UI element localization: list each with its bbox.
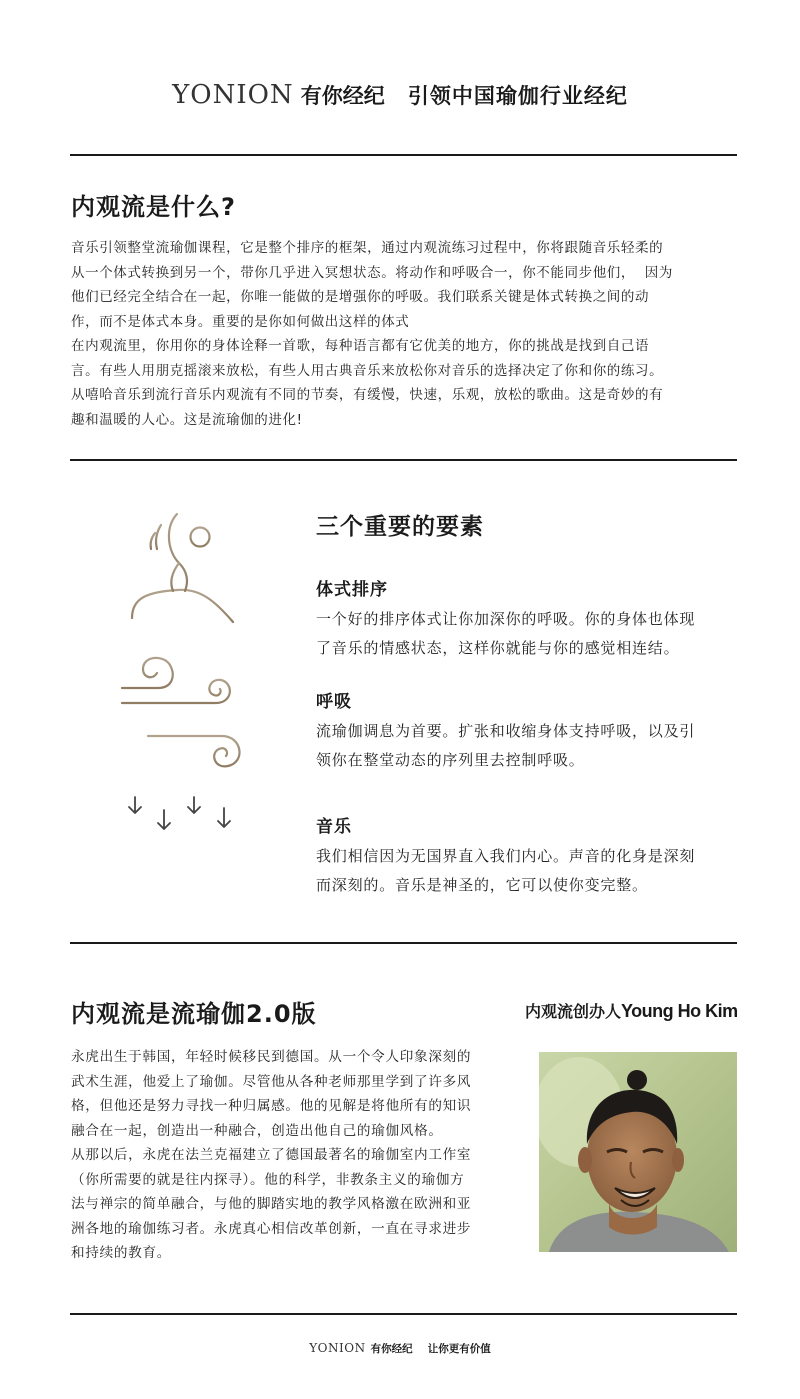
founder-heading (525, 999, 738, 1022)
paragraph-line: 在内观流里，你用你的身体诠释一首歌，每种语言都有它优美的地方，你的挑战是找到自己语 (71, 338, 650, 354)
brand-logo-en: YONION (172, 80, 294, 110)
element-title-sequence: 体式排序 (316, 580, 388, 600)
paragraph-line: （你所需要的就是往内探寻）。他的科学，非教条主义的瑜伽方 (71, 1171, 465, 1188)
page-header (0, 80, 800, 110)
paragraph-line: 了音乐的情感状态，这样你就能与你的感觉相连结。 (316, 639, 680, 657)
element-body-music (316, 842, 756, 900)
paragraph-line: 格，但他还是努力寻找一种归属感。他的见解是将他所有的知识 (71, 1098, 472, 1114)
section-title-what-is: 内观流是什么? (71, 193, 236, 221)
paragraph-line: 音乐引领整堂流瑜伽课程，它是整个排序的框架，通过内观流练习过程中，你将跟随音乐轻柔的 (71, 240, 664, 256)
divider (70, 1313, 737, 1315)
header-slogan: 引领中国瑜伽行业经纪 (407, 84, 628, 108)
brand-logo-cn: 有你经纪 (300, 84, 385, 108)
founder-bio (71, 1045, 521, 1266)
paragraph-line: 而深刻的。音乐是神圣的，它可以使你变完整。 (316, 876, 648, 894)
paragraph-line: 从一个体式转换到另一个，带你几乎进入冥想状态。将动作和呼吸合一，你不能同步他们， 因为 (71, 264, 673, 281)
founder-label: 内观流创办人 (525, 1002, 622, 1021)
paragraph-line: 从嘻哈音乐到流行音乐内观流有不同的节奏，有缓慢，快速，乐观，放松的歌曲。这是奇妙的有 (71, 387, 664, 403)
footer-brand-en: YONION (309, 1341, 366, 1355)
divider (70, 459, 737, 461)
section-what-is-body (71, 236, 751, 432)
paragraph-line: 一个好的排序体式让你加深你的呼吸。你的身体也体现 (316, 610, 696, 628)
paragraph-line: 趣和温暖的人心。这是流瑜伽的进化! (71, 411, 303, 428)
element-body-breath (316, 717, 756, 775)
element-body-sequence (316, 605, 756, 663)
element-title-music: 音乐 (316, 817, 352, 837)
paragraph-line: 言。有些人用朋克摇滚来放松，有些人用古典音乐来放松你对音乐的选择决定了你和你的练习。 (71, 362, 664, 379)
paragraph-line: 他们已经完全结合在一起，你唯一能做的是增强你的呼吸。我们联系关键是体式转换之间的动 (71, 289, 650, 305)
section-title-flow-2: 内观流是流瑜伽2.0版 (71, 1000, 317, 1028)
paragraph-line: 从那以后，永虎在法兰克福建立了德国最著名的瑜伽室内工作室 (71, 1147, 472, 1163)
paragraph-line: 法与禅宗的简单融合，与他的脚踏实地的教学风格激在欧洲和亚 (71, 1196, 472, 1212)
paragraph-line: 洲各地的瑜伽练习者。永虎真心相信改革创新，一直在寻求进步 (71, 1220, 472, 1237)
yoga-pose-icon (115, 505, 250, 630)
footer-slogan: 让你更有价值 (427, 1343, 491, 1355)
paragraph-line: 领你在整堂动态的序列里去控制呼吸。 (316, 751, 585, 769)
breath-wind-icon (118, 650, 248, 772)
divider (70, 942, 737, 944)
footer-brand-cn: 有你经纪 (370, 1343, 413, 1355)
element-title-breath: 呼吸 (316, 692, 352, 712)
divider (70, 154, 737, 156)
paragraph-line: 作，而不是体式本身。重要的是你如何做出这样的体式 (71, 313, 410, 330)
paragraph-line: 流瑜伽调息为首要。扩张和收缩身体支持呼吸，以及引 (316, 722, 696, 740)
founder-name: Young Ho Kim (621, 1001, 738, 1021)
paragraph-line: 武术生涯，他爱上了瑜伽。尽管他从各种老师那里学到了许多风 (71, 1073, 472, 1090)
section-title-three-elements: 三个重要的要素 (316, 514, 484, 540)
paragraph-line: 融合在一起，创造出一种融合，创造出他自己的瑜伽风格。 (71, 1122, 443, 1139)
founder-photo (539, 1052, 737, 1252)
paragraph-line: 和持续的教育。 (71, 1245, 172, 1261)
paragraph-line: 永虎出生于韩国，年轻时候移民到德国。从一个令人印象深刻的 (71, 1049, 472, 1065)
music-sound-icon (118, 795, 248, 905)
page-footer (0, 1337, 800, 1356)
paragraph-line: 我们相信因为无国界直入我们内心。声音的化身是深刻 (316, 847, 696, 865)
